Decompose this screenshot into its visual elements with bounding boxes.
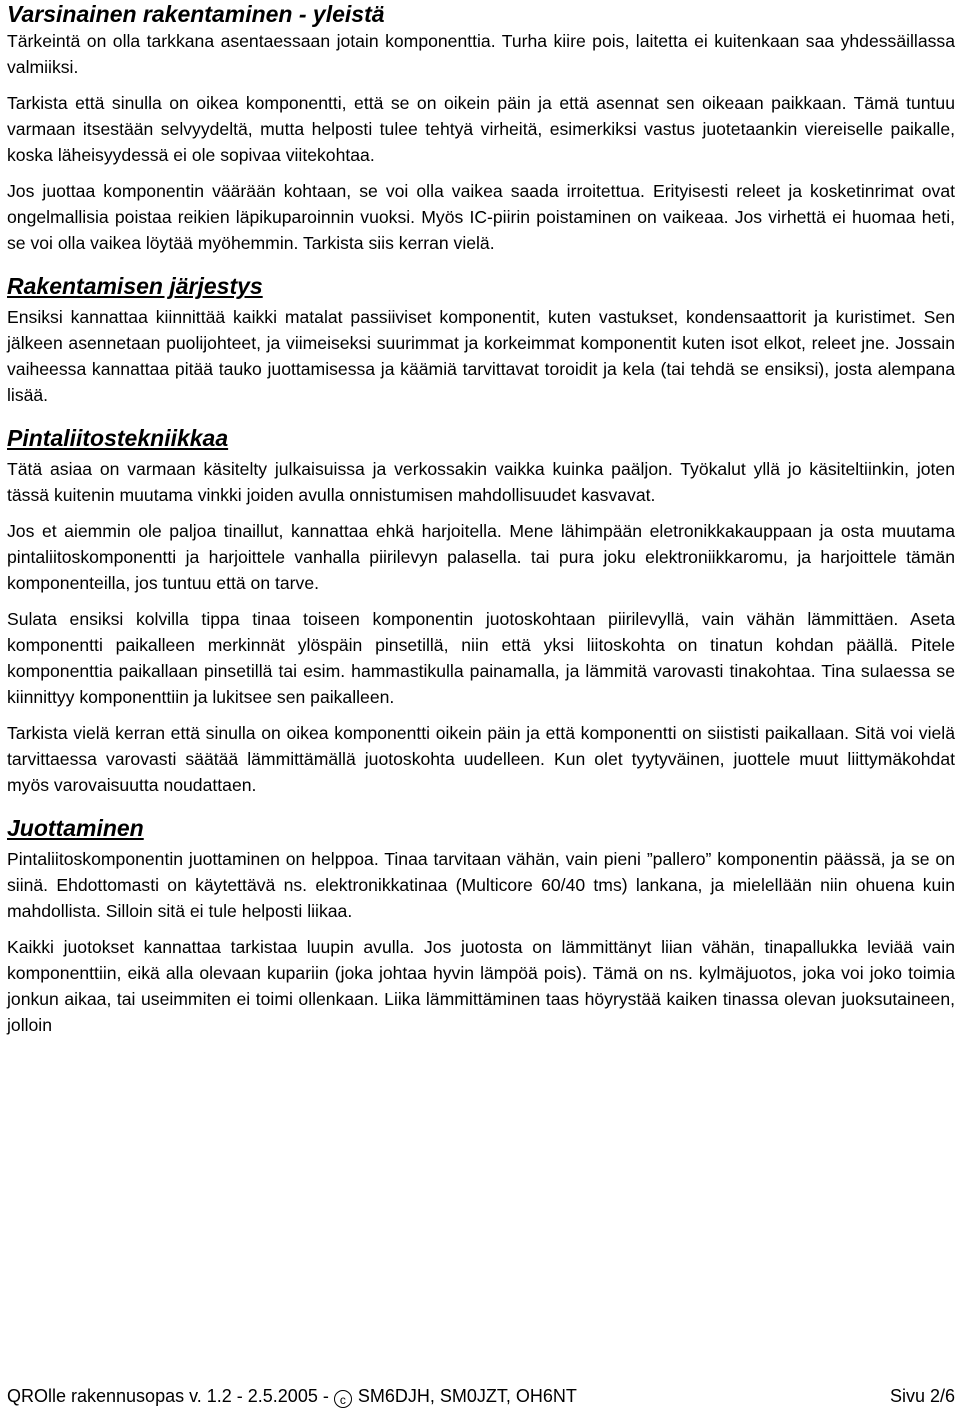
section-title-smd: Pintaliitostekniikkaa — [7, 425, 229, 451]
footer-authors: SM6DJH, SM0JZT, OH6NT — [357, 1386, 577, 1406]
copyright-icon: c — [334, 1390, 352, 1408]
section-title-general: Varsinainen rakentaminen - yleistä — [7, 1, 385, 27]
paragraph: Jos et aiemmin ole paljoa tinaillut, kannattaa ehkä harjoitella. Mene lähimpään eletronikkakauppaan ja osta muutama pintaliitoskomponentti ja harjoittele vanhalla piirilevyn palasella. tai pura joku elektroniikkaromu, ja harjoittele tämän komponenteilla, jos tuntuu että on tarve. — [7, 521, 955, 593]
page-number: Sivu 2/6 — [889, 1386, 955, 1406]
section-title-order: Rakentamisen järjestys — [7, 273, 263, 299]
paragraph: Tärkeintä on olla tarkkana asentaessaan jotain komponenttia. Turha kiire pois, laitetta ei kuitenkaan saa yhdessäillassa valmiiksi. — [7, 31, 955, 77]
footer-left — [7, 1384, 577, 1408]
paragraph: Tarkista vielä kerran että sinulla on oikea komponentti oikein päin ja että komponentti on siististi paikallaan. Sitä voi vielä tarvittaessa varovasti säätää lämmittämällä juotoskohta uudelleen. Kun olet tyytyväinen, juottele muut liittymäkohdat myös varovaisuutta noudattaen. — [7, 723, 955, 795]
paragraph: Ensiksi kannattaa kiinnittää kaikki matalat passiiviset komponentit, kuten vastukset, kondensaattorit ja kuristimet. Sen jälkeen asennetaan puolijohteet, ja viimeiseksi suurimmat ja korkeimmat komponentit kuten isot elkot, releet jne. Jossain vaiheessa kannattaa pitää tauko juottamisessa ja käämiä tarvittavat toroidit ja kela (tai tehdä se ensiksi), josta alempana lisää. — [7, 307, 955, 405]
paragraph: Jos juottaa komponentin väärään kohtaan, se voi olla vaikea saada irroitettua. Erityisesti releet ja kosketinrimat ovat ongelmallisia poistaa reikien läpikuparoinnin vuoksi. Myös IC-piirin poistaminen on vaikeaa. Jos virhettä ei huomaa heti, se voi olla vaikea löytää myöhemmin. Tarkista siis kerran vielä. — [7, 181, 955, 253]
paragraph: Kaikki juotokset kannattaa tarkistaa luupin avulla. Jos juotosta on lämmittänyt liian vähän, tinapallukka leviää vain komponenttiin, eikä alla olevaan kupariin (joka johtaa hyvin lämpöä pois). Tämä on ns. kylmäjuotos, joka voi joko toimia jonkun aikaa, tai useimmiten ei toimi ollenkaan. Liika lämmittäminen taas höyrystää kaiken tinassa olevan juoksutaineen, jolloin — [7, 937, 955, 1035]
paragraph: Tätä asiaa on varmaan käsitelty julkaisuissa ja verkossakin vaikka kuinka paäljon. Työkalut yllä jo käsiteltiinkin, joten tässä kuitenin muutama vinkki joiden avulla onnistumisen mahdollisuudet kasvavat. — [7, 459, 955, 505]
document-page — [7, 0, 955, 1038]
page-footer — [7, 1384, 955, 1408]
paragraph: Tarkista että sinulla on oikea komponentti, että se on oikein päin ja että asennat sen oikeaan paikkaan. Tämä tuntuu varmaan itsestään selvyydeltä, mutta helposti tulee tehtyä virheitä, esimerkiksi vastus juotetaankin viereiselle paikalle, koska läheisyydessä ei ole sopivaa viitekohtaa. — [7, 93, 955, 165]
section-title-soldering: Juottaminen — [7, 815, 144, 841]
footer-guide-info: QROlle rakennusopas v. 1.2 - 2.5.2005 - — [7, 1386, 334, 1406]
paragraph: Sulata ensiksi kolvilla tippa tinaa toiseen komponentin juotoskohtaan piirilevyllä, vain vähän lämmittäen. Aseta komponentti paikalleen merkinnät ylöspäin pinsetillä, niin että yksi liitoskohta on tinatun kohdan päällä. Pitele komponenttia paikallaan pinsetillä tai esim. hammastikulla painamalla, ja lämmitä varovasti tinakohtaa. Tina sulaessa se kiinnittyy komponenttiin ja lukitsee sen paikalleen. — [7, 609, 955, 707]
paragraph: Pintaliitoskomponentin juottaminen on helppoa. Tinaa tarvitaan vähän, vain pieni ”pallero” komponentin päässä, ja se on siinä. Ehdottomasti on käytettävä ns. elektronikkatinaa (Multicore 60/40 tms) lankana, ja mielellään niin ohuena kuin mahdollista. Silloin sitä ei tule helposti liikaa. — [7, 849, 955, 921]
